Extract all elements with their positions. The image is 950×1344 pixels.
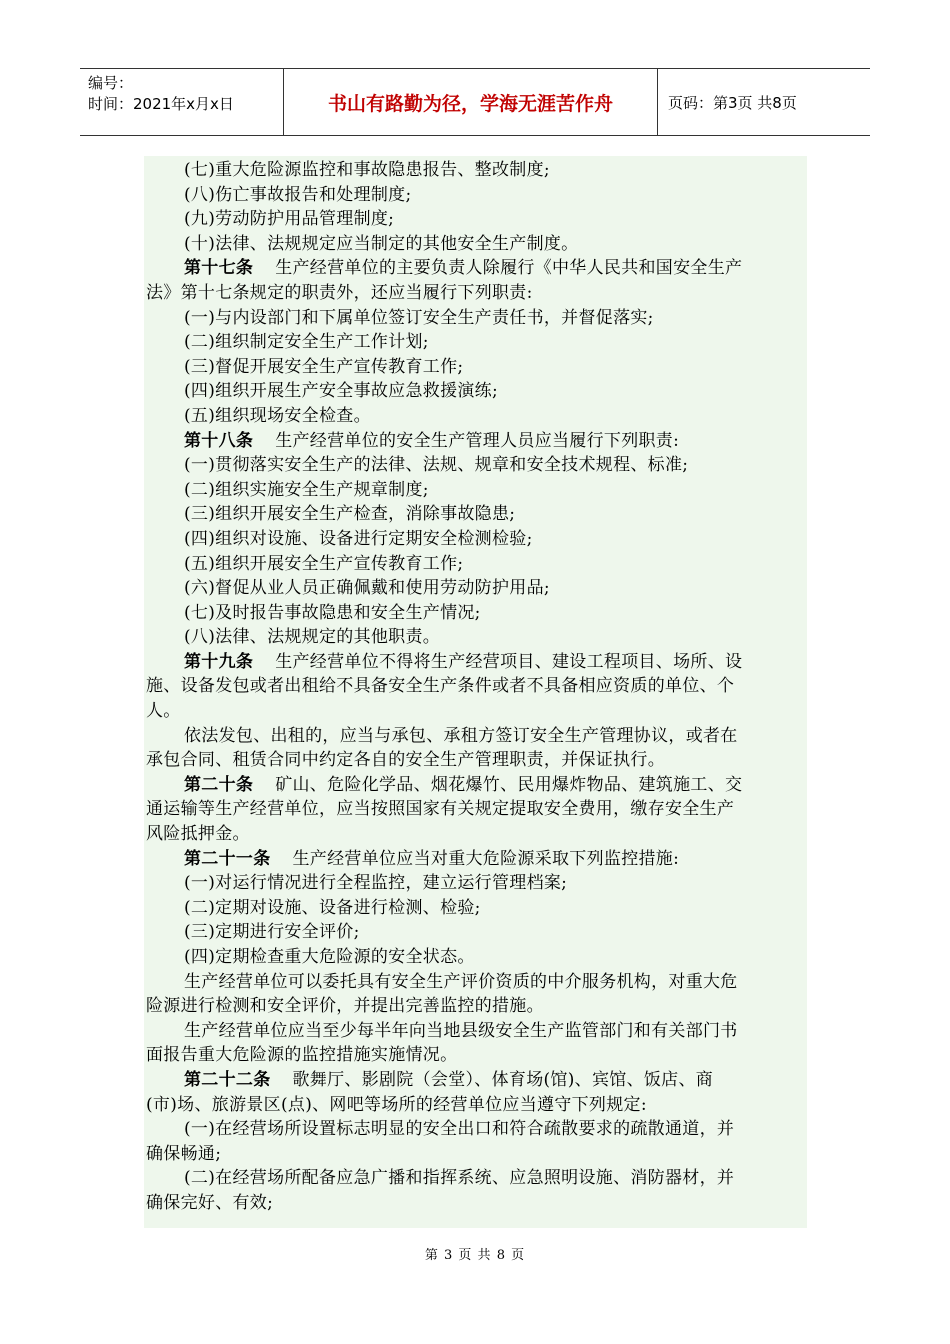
line-text: (一)贯彻落实安全生产的法律、法规、规章和安全技术规程、标准; bbox=[184, 455, 689, 476]
text-line bbox=[146, 1166, 799, 1191]
article-number: 第二十条 bbox=[184, 774, 254, 795]
text-line bbox=[146, 330, 799, 355]
text-line bbox=[146, 429, 799, 454]
article-number: 第十九条 bbox=[184, 651, 254, 672]
text-line bbox=[146, 183, 799, 208]
text-line bbox=[146, 1019, 799, 1044]
text-line bbox=[146, 1117, 799, 1142]
line-text: (九)劳动防护用品管理制度; bbox=[184, 209, 395, 230]
line-text: 生产经营单位不得将生产经营项目、建设工程项目、场所、设 bbox=[275, 651, 743, 672]
text-line bbox=[146, 478, 799, 503]
line-text: (二)组织实施安全生产规章制度; bbox=[184, 479, 429, 500]
line-text: 生产经营单位的安全生产管理人员应当履行下列职责: bbox=[275, 430, 680, 451]
text-line bbox=[146, 527, 799, 552]
document-number: 编号： bbox=[88, 74, 134, 92]
line-text: 面报告重大危险源的监控措施实施情况。 bbox=[146, 1045, 458, 1066]
line-text: (十)法律、法规规定应当制定的其他安全生产制度。 bbox=[184, 233, 579, 254]
line-text: 确保完好、有效; bbox=[146, 1192, 274, 1213]
line-text: (六)督促从业人员正确佩戴和使用劳动防护用品; bbox=[184, 578, 550, 599]
header-meta bbox=[80, 69, 283, 135]
text-line bbox=[146, 552, 799, 577]
line-text: (四)组织对设施、设备进行定期安全检测检验; bbox=[184, 528, 533, 549]
header-page-number: 页码：第3页 共8页 bbox=[668, 93, 797, 112]
text-line bbox=[146, 748, 799, 773]
text-line bbox=[146, 920, 799, 945]
text-line bbox=[146, 724, 799, 749]
line-text: (一)在经营场所设置标志明显的安全出口和符合疏散要求的疏散通道，并 bbox=[184, 1119, 735, 1140]
line-text: (三)定期进行安全评价; bbox=[184, 922, 360, 943]
text-line bbox=[146, 1043, 799, 1068]
line-text: (五)组织开展安全生产宣传教育工作; bbox=[184, 553, 464, 574]
line-text: (二)组织制定安全生产工作计划; bbox=[184, 332, 429, 353]
line-text: 人。 bbox=[146, 701, 181, 722]
text-line bbox=[146, 232, 799, 257]
line-text: (市)场、旅游景区(点)、网吧等场所的经营单位应当遵守下列规定: bbox=[146, 1094, 647, 1115]
text-line bbox=[146, 773, 799, 798]
line-text: (八)法律、法规规定的其他职责。 bbox=[184, 627, 441, 648]
text-line bbox=[146, 576, 799, 601]
line-text: (三)督促开展安全生产宣传教育工作; bbox=[184, 356, 464, 377]
text-line bbox=[146, 822, 799, 847]
text-line bbox=[146, 453, 799, 478]
line-text: 风险抵押金。 bbox=[146, 824, 250, 845]
line-text: 矿山、危险化学品、烟花爆竹、民用爆炸物品、建筑施工、交 bbox=[275, 774, 743, 795]
line-text: 生产经营单位的主要负责人除履行《中华人民共和国安全生产 bbox=[275, 258, 743, 279]
text-line bbox=[146, 994, 799, 1019]
text-line bbox=[146, 699, 799, 724]
line-text: 生产经营单位应当至少每半年向当地县级安全生产监管部门和有关部门书 bbox=[184, 1020, 738, 1041]
text-line bbox=[146, 896, 799, 921]
line-text: 法》第十七条规定的职责外，还应当履行下列职责: bbox=[146, 282, 533, 303]
text-line bbox=[146, 1068, 799, 1093]
text-line bbox=[146, 379, 799, 404]
article-number: 第十八条 bbox=[184, 430, 254, 451]
line-text: 险源进行检测和安全评价，并提出完善监控的措施。 bbox=[146, 996, 544, 1017]
line-text: (七)重大危险源监控和事故隐患报告、整改制度; bbox=[184, 160, 550, 180]
text-line bbox=[146, 355, 799, 380]
text-line bbox=[146, 871, 799, 896]
document-date: 时间：2021年x月x日 bbox=[88, 95, 234, 113]
line-text: 生产经营单位应当对重大危险源采取下列监控措施: bbox=[292, 848, 680, 869]
text-line bbox=[146, 625, 799, 650]
line-text: (八)伤亡事故报告和处理制度; bbox=[184, 184, 412, 205]
text-line bbox=[146, 1191, 799, 1216]
page-header bbox=[80, 68, 870, 136]
article-number: 第二十二条 bbox=[184, 1069, 271, 1090]
line-text: (七)及时报告事故隐患和安全生产情况; bbox=[184, 602, 481, 623]
text-line bbox=[146, 674, 799, 699]
line-text: (四)定期检查重大危险源的安全状态。 bbox=[184, 947, 475, 967]
text-line bbox=[146, 306, 799, 331]
text-line bbox=[146, 1142, 799, 1167]
line-text: (四)组织开展生产安全事故应急救援演练; bbox=[184, 381, 498, 402]
line-text: 依法发包、出租的，应当与承包、承租方签订安全生产管理协议，或者在 bbox=[184, 725, 738, 746]
text-line bbox=[146, 256, 799, 281]
line-text: 生产经营单位可以委托具有安全生产评价资质的中介服务机构，对重大危 bbox=[184, 971, 738, 992]
header-motto: 书山有路勤为径，学海无涯苦作舟 bbox=[283, 69, 658, 135]
line-text: 通运输等生产经营单位，应当按照国家有关规定提取安全费用，缴存安全生产 bbox=[146, 799, 735, 820]
text-line bbox=[146, 650, 799, 675]
text-line bbox=[146, 281, 799, 306]
text-line bbox=[146, 1093, 799, 1118]
text-line bbox=[146, 601, 799, 626]
line-text: (五)组织现场安全检查。 bbox=[184, 405, 371, 426]
line-text: 确保畅通; bbox=[146, 1143, 222, 1164]
text-line bbox=[146, 945, 799, 970]
document-body bbox=[144, 156, 807, 1228]
line-text: (二)定期对设施、设备进行检测、检验; bbox=[184, 897, 481, 918]
text-line bbox=[146, 970, 799, 995]
line-text: (一)对运行情况进行全程监控，建立运行管理档案; bbox=[184, 873, 568, 894]
line-text: 承包合同、租赁合同中约定各自的安全生产管理职责，并保证执行。 bbox=[146, 750, 665, 771]
line-text: 施、设备发包或者出租给不具备安全生产条件或者不具备相应资质的单位、个 bbox=[146, 676, 735, 697]
line-text: 歌舞厅、影剧院（会堂）、体育场(馆)、宾馆、饭店、商 bbox=[292, 1069, 714, 1090]
line-text: (一)与内设部门和下属单位签订安全生产责任书，并督促落实; bbox=[184, 307, 654, 328]
text-line bbox=[146, 502, 799, 527]
text-line bbox=[146, 797, 799, 822]
text-line bbox=[146, 847, 799, 872]
text-line bbox=[146, 158, 799, 183]
page-footer: 第 3 页 共 8 页 bbox=[424, 1248, 526, 1263]
article-number: 第十七条 bbox=[184, 258, 254, 279]
line-text: (三)组织开展安全生产检查，消除事故隐患; bbox=[184, 504, 516, 525]
article-number: 第二十一条 bbox=[184, 848, 271, 869]
text-line bbox=[146, 207, 799, 232]
line-text: (二)在经营场所配备应急广播和指挥系统、应急照明设施、消防器材，并 bbox=[184, 1168, 735, 1189]
text-line bbox=[146, 404, 799, 429]
